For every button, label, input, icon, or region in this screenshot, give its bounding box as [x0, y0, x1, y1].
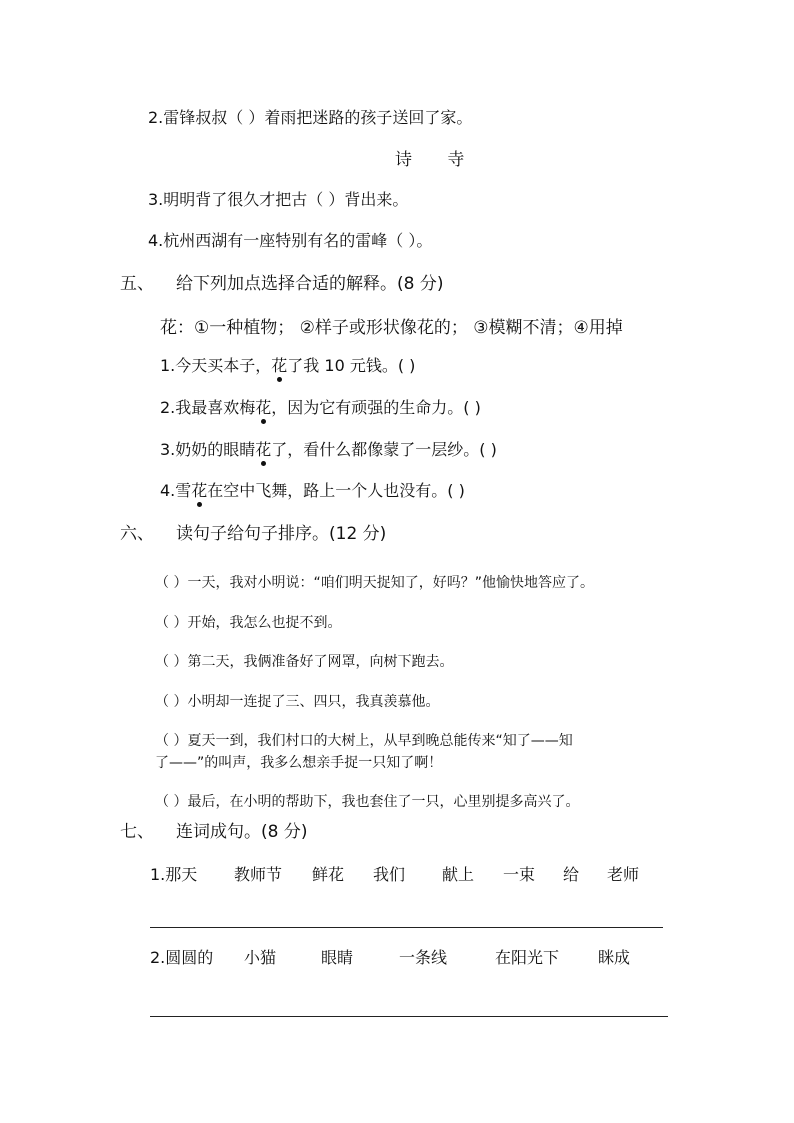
section-5-number: 五、 — [120, 274, 154, 294]
section-6-title: 读句子给句子排序。(12 分) — [176, 524, 387, 544]
word: 1.那天 — [150, 865, 198, 884]
q5-2-text-before: 2.我最喜欢梅 — [160, 398, 256, 417]
sentence-5-continued: 了——”的叫声，我多么想亲手捉一只知了啊！ — [155, 755, 443, 771]
question-5-2 — [160, 398, 481, 418]
question-5-1 — [160, 356, 415, 376]
definitions-line: 花：①一种植物； ②样子或形状像花的； ③模糊不清；④用掉 — [160, 318, 623, 338]
question-4-2: 2.雷锋叔叔（ ）着雨把迷路的孩子送回了家。 — [148, 108, 473, 127]
q5-3-text-before: 3.奶奶的眼睛 — [160, 440, 256, 459]
word-group-1 — [150, 865, 639, 885]
dotted-char: 花 — [271, 356, 288, 375]
word-group-2 — [150, 948, 630, 968]
section-6-number: 六、 — [120, 524, 154, 544]
word: 献上 — [442, 865, 475, 884]
q5-4-text-before: 4.雪 — [160, 481, 192, 500]
answer-line-2[interactable] — [150, 1016, 668, 1017]
word-pair — [380, 150, 479, 170]
dotted-char: 花 — [255, 398, 272, 417]
section-7-number: 七、 — [120, 822, 154, 842]
word-pair-first: 诗 — [395, 150, 412, 170]
dotted-char: 花 — [191, 481, 208, 500]
word: 小猫 — [244, 948, 277, 967]
q5-2-text-after: ，因为它有顽强的生命力。( ) — [271, 398, 481, 417]
q5-4-text-after: 在空中飞舞，路上一个人也没有。( ) — [207, 481, 465, 500]
question-5-4 — [160, 481, 465, 501]
q5-1-text-before: 1.今天买本子， — [160, 356, 272, 375]
question-5-3 — [160, 440, 497, 460]
word: 2.圆圆的 — [150, 948, 214, 967]
word: 一条线 — [399, 948, 448, 967]
sentence-2: （ ）开始，我怎么也捉不到。 — [155, 615, 342, 631]
word: 给 — [563, 865, 580, 884]
word: 眯成 — [598, 948, 631, 967]
question-4-4: 4.杭州西湖有一座特别有名的雷峰（ ）。 — [148, 231, 433, 250]
sentence-3: （ ）第二天，我俩准备好了网罩，向树下跑去。 — [155, 654, 454, 670]
section-7-heading — [120, 822, 307, 842]
q5-1-text-after: 了我 10 元钱。( ) — [287, 356, 416, 375]
sentence-1: （ ）一天，我对小明说：“咱们明天捉知了，好吗？”他愉快地答应了。 — [155, 575, 594, 591]
word: 一束 — [503, 865, 536, 884]
section-5-title: 给下列加点选择合适的解释。(8 分) — [176, 274, 444, 294]
word: 眼睛 — [321, 948, 354, 967]
answer-line-1[interactable] — [150, 927, 663, 928]
sentence-4: （ ）小明却一连捉了三、四只，我真羡慕他。 — [155, 694, 440, 710]
word: 教师节 — [234, 865, 283, 884]
word: 老师 — [607, 865, 640, 884]
section-7-title: 连词成句。(8 分) — [176, 822, 308, 842]
section-5-heading — [120, 274, 443, 294]
question-4-3: 3.明明背了很久才把古（ ）背出来。 — [148, 190, 409, 209]
word-pair-second: 寺 — [447, 150, 465, 170]
word: 在阳光下 — [495, 948, 560, 967]
sentence-6: （ ）最后，在小明的帮助下，我也套住了一只，心里别提多高兴了。 — [155, 794, 580, 810]
sentence-5: （ ）夏天一到，我们村口的大树上，从早到晚总能传来“知了——知 — [155, 733, 573, 749]
dotted-char: 花 — [255, 440, 272, 459]
q5-3-text-after: 了，看什么都像蒙了一层纱。( ) — [271, 440, 497, 459]
word: 鲜花 — [312, 865, 345, 884]
word: 我们 — [373, 865, 406, 884]
section-6-heading — [120, 524, 386, 544]
